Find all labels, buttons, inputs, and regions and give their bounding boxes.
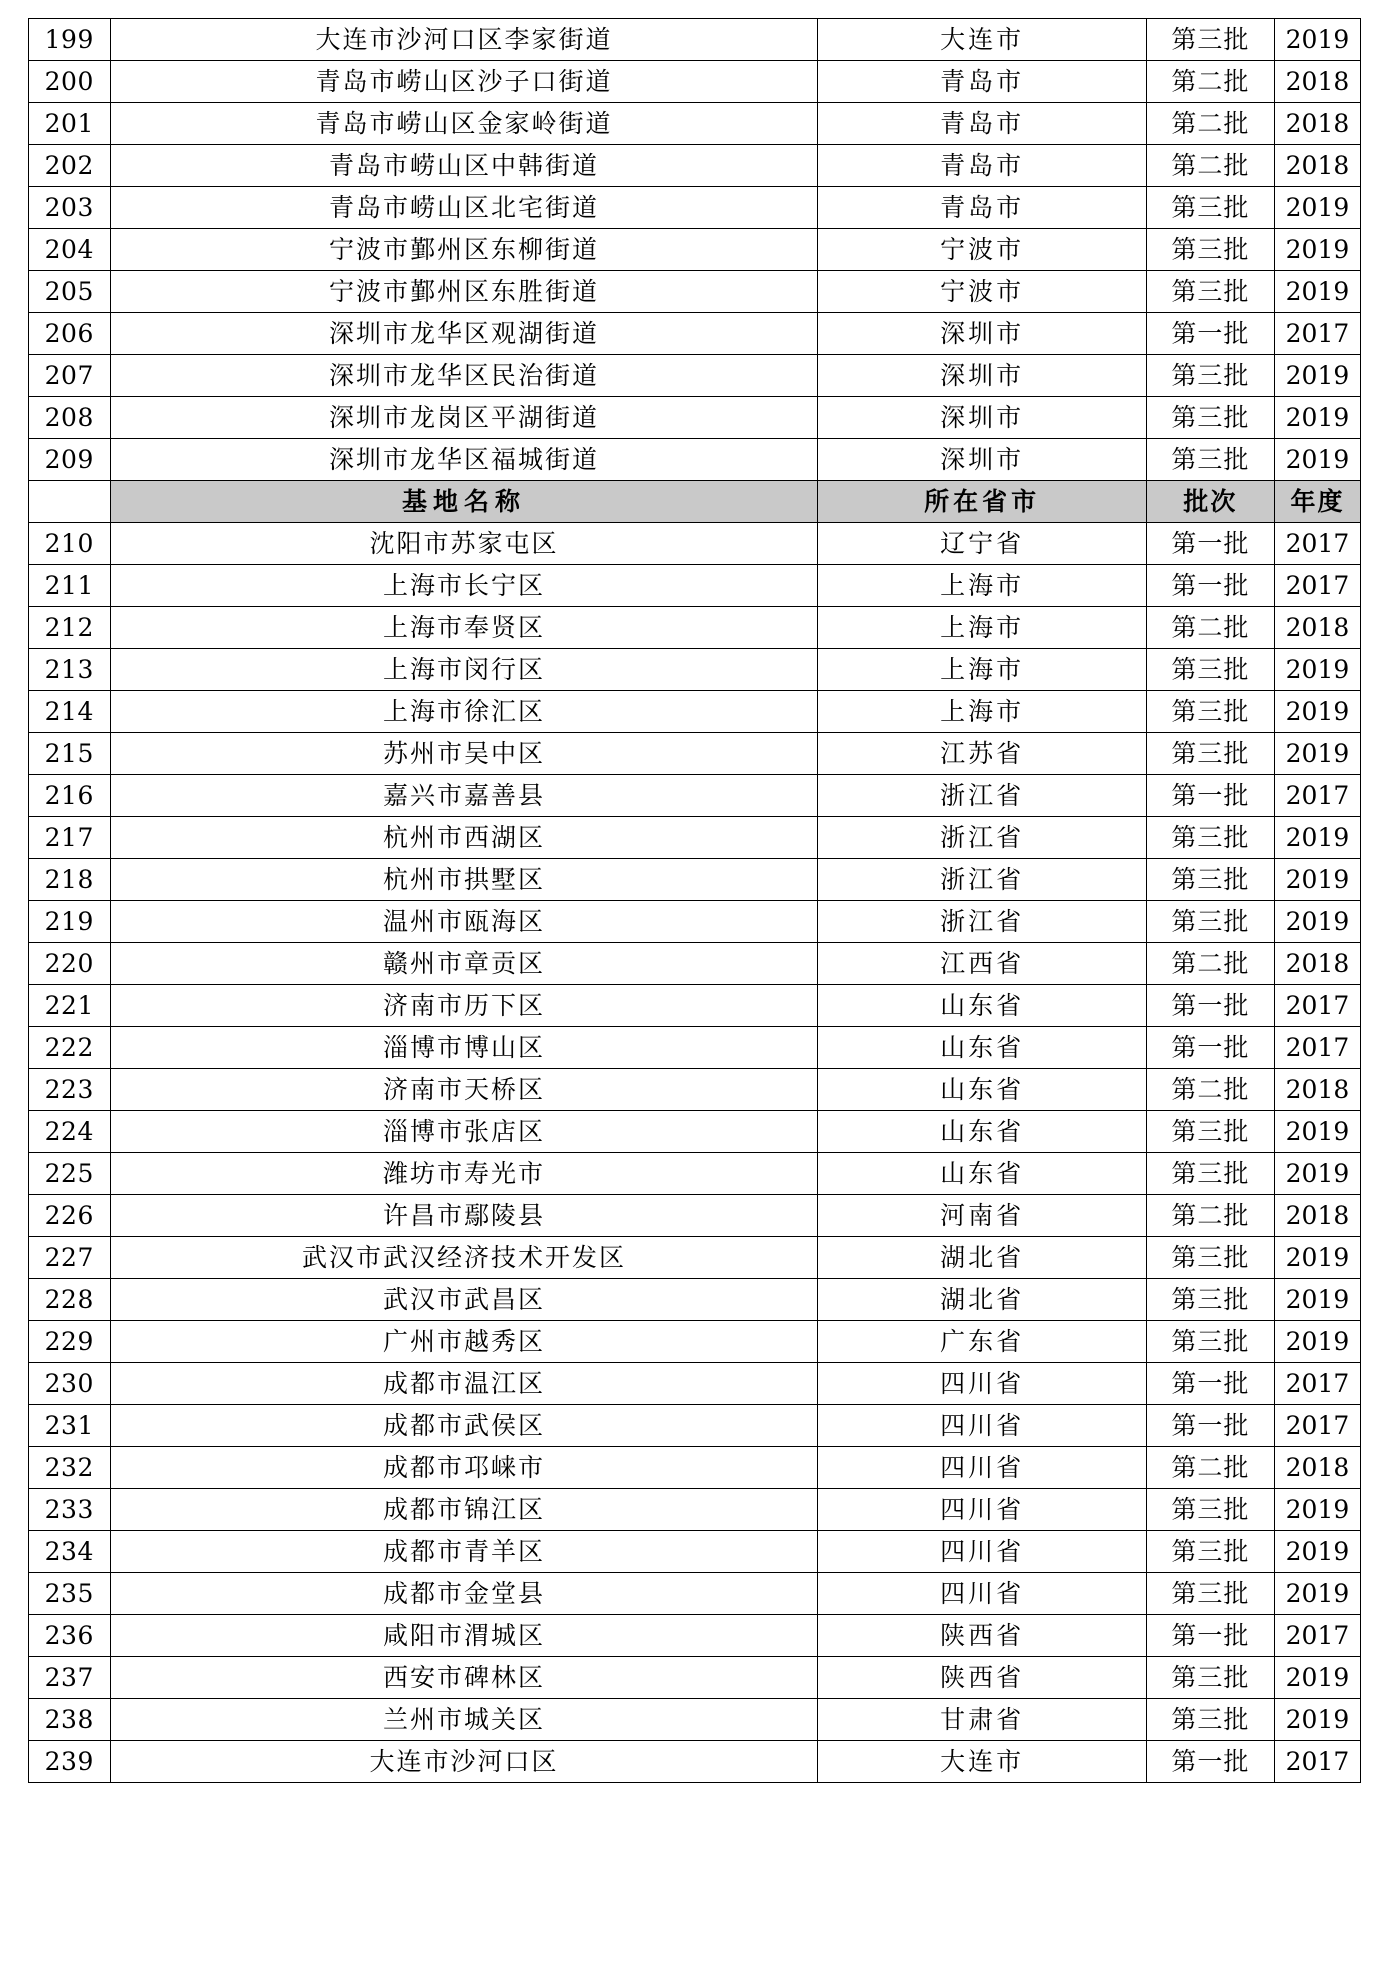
table-row bbox=[29, 1111, 1361, 1153]
table-row bbox=[29, 1573, 1361, 1615]
bases-listing-table bbox=[28, 18, 1361, 1783]
cell-province-city: 四川省 bbox=[818, 1447, 1146, 1489]
cell-year: 2018 bbox=[1274, 943, 1360, 985]
table-row bbox=[29, 649, 1361, 691]
cell-index: 211 bbox=[29, 565, 111, 607]
cell-province-city: 上海市 bbox=[818, 691, 1146, 733]
cell-index: 231 bbox=[29, 1405, 111, 1447]
cell-year: 年度 bbox=[1274, 481, 1360, 523]
table-row bbox=[29, 103, 1361, 145]
cell-index: 217 bbox=[29, 817, 111, 859]
table-row bbox=[29, 859, 1361, 901]
cell-year: 2019 bbox=[1274, 1699, 1360, 1741]
cell-batch: 第二批 bbox=[1146, 1195, 1274, 1237]
table-row bbox=[29, 1405, 1361, 1447]
cell-base-name: 济南市历下区 bbox=[110, 985, 818, 1027]
cell-base-name: 杭州市西湖区 bbox=[110, 817, 818, 859]
cell-province-city: 所在省市 bbox=[818, 481, 1146, 523]
cell-year: 2019 bbox=[1274, 229, 1360, 271]
cell-index: 209 bbox=[29, 439, 111, 481]
cell-batch: 第一批 bbox=[1146, 985, 1274, 1027]
cell-base-name: 青岛市崂山区金家岭街道 bbox=[110, 103, 818, 145]
cell-index: 206 bbox=[29, 313, 111, 355]
cell-year: 2019 bbox=[1274, 439, 1360, 481]
table-row bbox=[29, 901, 1361, 943]
cell-base-name: 沈阳市苏家屯区 bbox=[110, 523, 818, 565]
cell-province-city: 大连市 bbox=[818, 19, 1146, 61]
cell-base-name: 青岛市崂山区北宅街道 bbox=[110, 187, 818, 229]
table-row bbox=[29, 1699, 1361, 1741]
cell-year: 2017 bbox=[1274, 1405, 1360, 1447]
cell-index: 214 bbox=[29, 691, 111, 733]
cell-base-name: 淄博市张店区 bbox=[110, 1111, 818, 1153]
cell-base-name: 大连市沙河口区 bbox=[110, 1741, 818, 1783]
cell-year: 2017 bbox=[1274, 313, 1360, 355]
cell-batch: 第三批 bbox=[1146, 1699, 1274, 1741]
cell-province-city: 宁波市 bbox=[818, 271, 1146, 313]
cell-index: 215 bbox=[29, 733, 111, 775]
cell-base-name: 深圳市龙华区民治街道 bbox=[110, 355, 818, 397]
cell-batch: 第三批 bbox=[1146, 1531, 1274, 1573]
cell-year: 2017 bbox=[1274, 1027, 1360, 1069]
cell-index bbox=[29, 481, 111, 523]
table-row bbox=[29, 1447, 1361, 1489]
cell-base-name: 苏州市吴中区 bbox=[110, 733, 818, 775]
cell-index: 223 bbox=[29, 1069, 111, 1111]
table-row bbox=[29, 19, 1361, 61]
cell-province-city: 广东省 bbox=[818, 1321, 1146, 1363]
table-row bbox=[29, 775, 1361, 817]
cell-base-name: 西安市碑林区 bbox=[110, 1657, 818, 1699]
cell-year: 2019 bbox=[1274, 649, 1360, 691]
table-row bbox=[29, 1321, 1361, 1363]
cell-batch: 第二批 bbox=[1146, 607, 1274, 649]
cell-year: 2017 bbox=[1274, 565, 1360, 607]
cell-base-name: 青岛市崂山区中韩街道 bbox=[110, 145, 818, 187]
cell-index: 213 bbox=[29, 649, 111, 691]
cell-index: 221 bbox=[29, 985, 111, 1027]
cell-index: 225 bbox=[29, 1153, 111, 1195]
cell-batch: 第二批 bbox=[1146, 145, 1274, 187]
cell-base-name: 淄博市博山区 bbox=[110, 1027, 818, 1069]
cell-index: 226 bbox=[29, 1195, 111, 1237]
cell-index: 200 bbox=[29, 61, 111, 103]
cell-year: 2019 bbox=[1274, 271, 1360, 313]
cell-province-city: 辽宁省 bbox=[818, 523, 1146, 565]
cell-base-name: 上海市长宁区 bbox=[110, 565, 818, 607]
cell-base-name: 成都市邛崃市 bbox=[110, 1447, 818, 1489]
cell-base-name: 济南市天桥区 bbox=[110, 1069, 818, 1111]
cell-base-name: 上海市奉贤区 bbox=[110, 607, 818, 649]
table-row bbox=[29, 817, 1361, 859]
cell-province-city: 陕西省 bbox=[818, 1615, 1146, 1657]
cell-year: 2019 bbox=[1274, 859, 1360, 901]
cell-index: 218 bbox=[29, 859, 111, 901]
cell-province-city: 青岛市 bbox=[818, 61, 1146, 103]
table-row bbox=[29, 523, 1361, 565]
cell-year: 2019 bbox=[1274, 397, 1360, 439]
cell-year: 2019 bbox=[1274, 901, 1360, 943]
cell-index: 203 bbox=[29, 187, 111, 229]
cell-year: 2018 bbox=[1274, 145, 1360, 187]
table-row bbox=[29, 565, 1361, 607]
table-row bbox=[29, 1741, 1361, 1783]
cell-province-city: 山东省 bbox=[818, 1111, 1146, 1153]
cell-batch: 第三批 bbox=[1146, 1153, 1274, 1195]
cell-province-city: 浙江省 bbox=[818, 775, 1146, 817]
cell-year: 2019 bbox=[1274, 1489, 1360, 1531]
cell-year: 2018 bbox=[1274, 103, 1360, 145]
cell-index: 208 bbox=[29, 397, 111, 439]
cell-province-city: 湖北省 bbox=[818, 1237, 1146, 1279]
cell-index: 207 bbox=[29, 355, 111, 397]
cell-batch: 第三批 bbox=[1146, 1573, 1274, 1615]
cell-index: 228 bbox=[29, 1279, 111, 1321]
cell-batch: 第三批 bbox=[1146, 271, 1274, 313]
cell-batch: 第三批 bbox=[1146, 691, 1274, 733]
cell-batch: 第一批 bbox=[1146, 1405, 1274, 1447]
cell-year: 2018 bbox=[1274, 1447, 1360, 1489]
table-row bbox=[29, 355, 1361, 397]
cell-index: 235 bbox=[29, 1573, 111, 1615]
cell-base-name: 宁波市鄞州区东柳街道 bbox=[110, 229, 818, 271]
cell-index: 236 bbox=[29, 1615, 111, 1657]
table-row bbox=[29, 1531, 1361, 1573]
cell-base-name: 大连市沙河口区李家街道 bbox=[110, 19, 818, 61]
cell-year: 2019 bbox=[1274, 1531, 1360, 1573]
cell-index: 234 bbox=[29, 1531, 111, 1573]
cell-year: 2017 bbox=[1274, 1615, 1360, 1657]
cell-base-name: 咸阳市渭城区 bbox=[110, 1615, 818, 1657]
cell-batch: 第三批 bbox=[1146, 1237, 1274, 1279]
cell-year: 2019 bbox=[1274, 187, 1360, 229]
cell-province-city: 上海市 bbox=[818, 649, 1146, 691]
table-row bbox=[29, 1279, 1361, 1321]
cell-index: 222 bbox=[29, 1027, 111, 1069]
cell-year: 2018 bbox=[1274, 607, 1360, 649]
cell-province-city: 四川省 bbox=[818, 1489, 1146, 1531]
table-row bbox=[29, 1363, 1361, 1405]
cell-province-city: 青岛市 bbox=[818, 145, 1146, 187]
cell-batch: 第三批 bbox=[1146, 1657, 1274, 1699]
cell-index: 224 bbox=[29, 1111, 111, 1153]
cell-province-city: 四川省 bbox=[818, 1531, 1146, 1573]
cell-batch: 第一批 bbox=[1146, 1741, 1274, 1783]
cell-batch: 第一批 bbox=[1146, 1027, 1274, 1069]
cell-batch: 第三批 bbox=[1146, 229, 1274, 271]
cell-base-name: 兰州市城关区 bbox=[110, 1699, 818, 1741]
table-row bbox=[29, 271, 1361, 313]
table-row bbox=[29, 229, 1361, 271]
cell-base-name: 宁波市鄞州区东胜街道 bbox=[110, 271, 818, 313]
cell-index: 220 bbox=[29, 943, 111, 985]
section-header-row bbox=[29, 481, 1361, 523]
cell-province-city: 河南省 bbox=[818, 1195, 1146, 1237]
cell-province-city: 深圳市 bbox=[818, 313, 1146, 355]
cell-year: 2019 bbox=[1274, 1321, 1360, 1363]
cell-year: 2018 bbox=[1274, 61, 1360, 103]
table-row bbox=[29, 1027, 1361, 1069]
table-row bbox=[29, 733, 1361, 775]
cell-batch: 第三批 bbox=[1146, 19, 1274, 61]
cell-batch: 第二批 bbox=[1146, 103, 1274, 145]
cell-year: 2019 bbox=[1274, 19, 1360, 61]
cell-base-name: 上海市闵行区 bbox=[110, 649, 818, 691]
cell-batch: 第一批 bbox=[1146, 775, 1274, 817]
cell-year: 2017 bbox=[1274, 775, 1360, 817]
cell-batch: 第三批 bbox=[1146, 859, 1274, 901]
cell-province-city: 陕西省 bbox=[818, 1657, 1146, 1699]
table-row bbox=[29, 1657, 1361, 1699]
cell-index: 230 bbox=[29, 1363, 111, 1405]
cell-province-city: 宁波市 bbox=[818, 229, 1146, 271]
cell-province-city: 四川省 bbox=[818, 1405, 1146, 1447]
table-row bbox=[29, 1195, 1361, 1237]
cell-province-city: 深圳市 bbox=[818, 439, 1146, 481]
table-row bbox=[29, 1069, 1361, 1111]
table-row bbox=[29, 1153, 1361, 1195]
cell-index: 199 bbox=[29, 19, 111, 61]
cell-batch: 第二批 bbox=[1146, 943, 1274, 985]
cell-province-city: 上海市 bbox=[818, 607, 1146, 649]
cell-base-name: 深圳市龙华区观湖街道 bbox=[110, 313, 818, 355]
cell-index: 219 bbox=[29, 901, 111, 943]
table-row bbox=[29, 145, 1361, 187]
cell-year: 2019 bbox=[1274, 1153, 1360, 1195]
table-row bbox=[29, 1615, 1361, 1657]
cell-batch: 第二批 bbox=[1146, 61, 1274, 103]
cell-index: 227 bbox=[29, 1237, 111, 1279]
cell-index: 201 bbox=[29, 103, 111, 145]
cell-index: 229 bbox=[29, 1321, 111, 1363]
cell-batch: 第一批 bbox=[1146, 565, 1274, 607]
table-row bbox=[29, 61, 1361, 103]
table-row bbox=[29, 187, 1361, 229]
cell-base-name: 杭州市拱墅区 bbox=[110, 859, 818, 901]
cell-base-name: 基地名称 bbox=[110, 481, 818, 523]
cell-batch: 第三批 bbox=[1146, 1111, 1274, 1153]
cell-batch: 第三批 bbox=[1146, 1321, 1274, 1363]
cell-base-name: 青岛市崂山区沙子口街道 bbox=[110, 61, 818, 103]
cell-batch: 第三批 bbox=[1146, 1489, 1274, 1531]
cell-base-name: 成都市金堂县 bbox=[110, 1573, 818, 1615]
table-row bbox=[29, 1489, 1361, 1531]
cell-province-city: 上海市 bbox=[818, 565, 1146, 607]
cell-index: 204 bbox=[29, 229, 111, 271]
cell-index: 205 bbox=[29, 271, 111, 313]
cell-index: 237 bbox=[29, 1657, 111, 1699]
cell-province-city: 江西省 bbox=[818, 943, 1146, 985]
cell-batch: 第三批 bbox=[1146, 397, 1274, 439]
cell-province-city: 江苏省 bbox=[818, 733, 1146, 775]
cell-year: 2019 bbox=[1274, 1573, 1360, 1615]
cell-base-name: 深圳市龙岗区平湖街道 bbox=[110, 397, 818, 439]
cell-year: 2019 bbox=[1274, 817, 1360, 859]
cell-index: 212 bbox=[29, 607, 111, 649]
cell-year: 2017 bbox=[1274, 1741, 1360, 1783]
cell-batch: 第一批 bbox=[1146, 313, 1274, 355]
table-row bbox=[29, 607, 1361, 649]
cell-batch: 第三批 bbox=[1146, 649, 1274, 691]
cell-province-city: 浙江省 bbox=[818, 901, 1146, 943]
cell-province-city: 甘肃省 bbox=[818, 1699, 1146, 1741]
table-row bbox=[29, 1237, 1361, 1279]
cell-batch: 第三批 bbox=[1146, 733, 1274, 775]
cell-base-name: 潍坊市寿光市 bbox=[110, 1153, 818, 1195]
table-row bbox=[29, 691, 1361, 733]
cell-batch: 第三批 bbox=[1146, 355, 1274, 397]
cell-year: 2019 bbox=[1274, 355, 1360, 397]
cell-year: 2017 bbox=[1274, 1363, 1360, 1405]
cell-province-city: 山东省 bbox=[818, 1153, 1146, 1195]
table-row bbox=[29, 439, 1361, 481]
cell-base-name: 许昌市鄢陵县 bbox=[110, 1195, 818, 1237]
cell-batch: 批次 bbox=[1146, 481, 1274, 523]
cell-year: 2019 bbox=[1274, 733, 1360, 775]
cell-batch: 第三批 bbox=[1146, 1279, 1274, 1321]
cell-year: 2019 bbox=[1274, 1237, 1360, 1279]
cell-index: 210 bbox=[29, 523, 111, 565]
cell-province-city: 山东省 bbox=[818, 985, 1146, 1027]
cell-base-name: 成都市武侯区 bbox=[110, 1405, 818, 1447]
cell-province-city: 四川省 bbox=[818, 1363, 1146, 1405]
table-row bbox=[29, 313, 1361, 355]
cell-year: 2019 bbox=[1274, 1279, 1360, 1321]
cell-base-name: 上海市徐汇区 bbox=[110, 691, 818, 733]
cell-province-city: 青岛市 bbox=[818, 187, 1146, 229]
cell-year: 2019 bbox=[1274, 691, 1360, 733]
cell-province-city: 山东省 bbox=[818, 1027, 1146, 1069]
cell-base-name: 深圳市龙华区福城街道 bbox=[110, 439, 818, 481]
cell-year: 2017 bbox=[1274, 523, 1360, 565]
cell-province-city: 浙江省 bbox=[818, 817, 1146, 859]
cell-batch: 第三批 bbox=[1146, 901, 1274, 943]
cell-year: 2017 bbox=[1274, 985, 1360, 1027]
cell-year: 2019 bbox=[1274, 1657, 1360, 1699]
cell-base-name: 成都市锦江区 bbox=[110, 1489, 818, 1531]
cell-index: 239 bbox=[29, 1741, 111, 1783]
cell-base-name: 嘉兴市嘉善县 bbox=[110, 775, 818, 817]
cell-index: 202 bbox=[29, 145, 111, 187]
cell-batch: 第三批 bbox=[1146, 817, 1274, 859]
cell-year: 2019 bbox=[1274, 1111, 1360, 1153]
cell-batch: 第一批 bbox=[1146, 1363, 1274, 1405]
table-row bbox=[29, 943, 1361, 985]
cell-province-city: 青岛市 bbox=[818, 103, 1146, 145]
cell-province-city: 浙江省 bbox=[818, 859, 1146, 901]
cell-batch: 第二批 bbox=[1146, 1069, 1274, 1111]
cell-base-name: 成都市温江区 bbox=[110, 1363, 818, 1405]
cell-province-city: 大连市 bbox=[818, 1741, 1146, 1783]
cell-year: 2018 bbox=[1274, 1069, 1360, 1111]
cell-base-name: 广州市越秀区 bbox=[110, 1321, 818, 1363]
cell-base-name: 武汉市武昌区 bbox=[110, 1279, 818, 1321]
cell-province-city: 四川省 bbox=[818, 1573, 1146, 1615]
cell-batch: 第一批 bbox=[1146, 1615, 1274, 1657]
cell-batch: 第二批 bbox=[1146, 1447, 1274, 1489]
cell-batch: 第一批 bbox=[1146, 523, 1274, 565]
cell-index: 238 bbox=[29, 1699, 111, 1741]
cell-base-name: 武汉市武汉经济技术开发区 bbox=[110, 1237, 818, 1279]
cell-province-city: 山东省 bbox=[818, 1069, 1146, 1111]
table-row bbox=[29, 397, 1361, 439]
cell-base-name: 成都市青羊区 bbox=[110, 1531, 818, 1573]
table-row bbox=[29, 985, 1361, 1027]
cell-province-city: 深圳市 bbox=[818, 355, 1146, 397]
cell-batch: 第三批 bbox=[1146, 439, 1274, 481]
cell-batch: 第三批 bbox=[1146, 187, 1274, 229]
cell-province-city: 深圳市 bbox=[818, 397, 1146, 439]
cell-year: 2018 bbox=[1274, 1195, 1360, 1237]
cell-index: 216 bbox=[29, 775, 111, 817]
cell-base-name: 赣州市章贡区 bbox=[110, 943, 818, 985]
table-body bbox=[29, 19, 1361, 1783]
cell-base-name: 温州市瓯海区 bbox=[110, 901, 818, 943]
cell-province-city: 湖北省 bbox=[818, 1279, 1146, 1321]
cell-index: 233 bbox=[29, 1489, 111, 1531]
cell-index: 232 bbox=[29, 1447, 111, 1489]
